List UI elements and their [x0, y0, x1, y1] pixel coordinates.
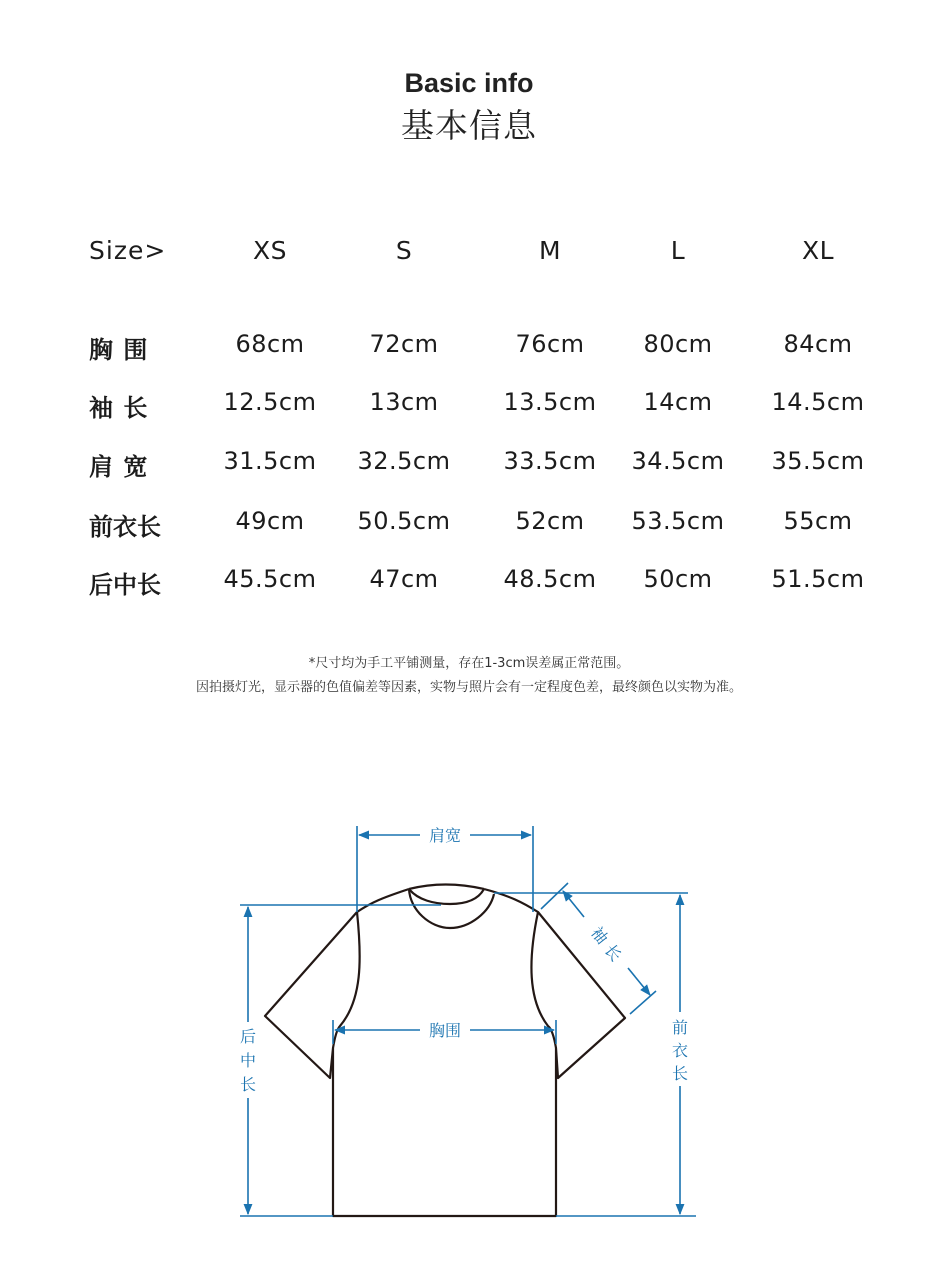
table-cell: 14cm	[643, 388, 713, 416]
label-sleeve-2: 长	[600, 940, 626, 965]
table-cell: 50cm	[643, 565, 713, 593]
table-cell: 32.5cm	[357, 447, 451, 475]
table-cell: 34.5cm	[631, 447, 725, 475]
table-cell: 72cm	[369, 330, 439, 358]
table-cell: 52cm	[515, 507, 585, 535]
size-header-l: L	[670, 236, 686, 265]
label-back-1: 后	[239, 1027, 257, 1046]
table-cell: 13.5cm	[503, 388, 597, 416]
label-front-2: 衣	[671, 1041, 689, 1060]
label-sleeve-1: 袖	[587, 923, 612, 948]
table-cell: 47cm	[369, 565, 439, 593]
label-back-3: 长	[239, 1075, 257, 1094]
tshirt-outline	[265, 885, 625, 1217]
row-label-shoulder: 肩 宽	[89, 453, 149, 481]
table-cell: 80cm	[643, 330, 713, 358]
row-label-back-length: 后中长	[89, 571, 161, 599]
size-header-label: Size>	[89, 236, 167, 265]
table-cell: 50.5cm	[357, 507, 451, 535]
label-front-1: 前	[671, 1018, 689, 1037]
measurement-lines	[240, 826, 696, 1216]
label-shoulder: 肩宽	[428, 826, 462, 845]
size-header-xl: XL	[801, 236, 835, 265]
table-cell: 14.5cm	[771, 388, 865, 416]
table-cell: 76cm	[515, 330, 585, 358]
table-cell: 31.5cm	[223, 447, 317, 475]
table-cell: 33.5cm	[503, 447, 597, 475]
table-cell: 55cm	[783, 507, 853, 535]
row-label-front-length: 前衣长	[89, 513, 161, 541]
table-cell: 51.5cm	[771, 565, 865, 593]
table-cell: 45.5cm	[223, 565, 317, 593]
label-chest: 胸围	[428, 1021, 462, 1040]
row-label-chest: 胸 围	[89, 336, 149, 364]
table-cell: 49cm	[235, 507, 305, 535]
table-cell: 68cm	[235, 330, 305, 358]
table-cell: 12.5cm	[223, 388, 317, 416]
label-back-2: 中	[239, 1051, 257, 1070]
table-cell: 35.5cm	[771, 447, 865, 475]
title-chinese: 基本信息	[401, 106, 537, 145]
size-header-m: M	[538, 236, 562, 265]
size-header-xs: XS	[253, 236, 287, 265]
note-measurement: *尺寸均为手工平铺测量，存在1-3cm误差属正常范围。	[308, 656, 630, 671]
title-english: Basic info	[404, 68, 534, 98]
row-label-sleeve: 袖 长	[89, 394, 149, 422]
label-front-3: 长	[671, 1064, 689, 1083]
table-cell: 84cm	[783, 330, 853, 358]
table-cell: 48.5cm	[503, 565, 597, 593]
note-color-disclaimer: 因拍摄灯光，显示器的色值偏差等因素，实物与照片会有一定程度色差，最终颜色以实物为准。	[195, 680, 742, 695]
table-cell: 13cm	[369, 388, 439, 416]
table-cell: 53.5cm	[631, 507, 725, 535]
size-header-s: S	[395, 236, 413, 265]
